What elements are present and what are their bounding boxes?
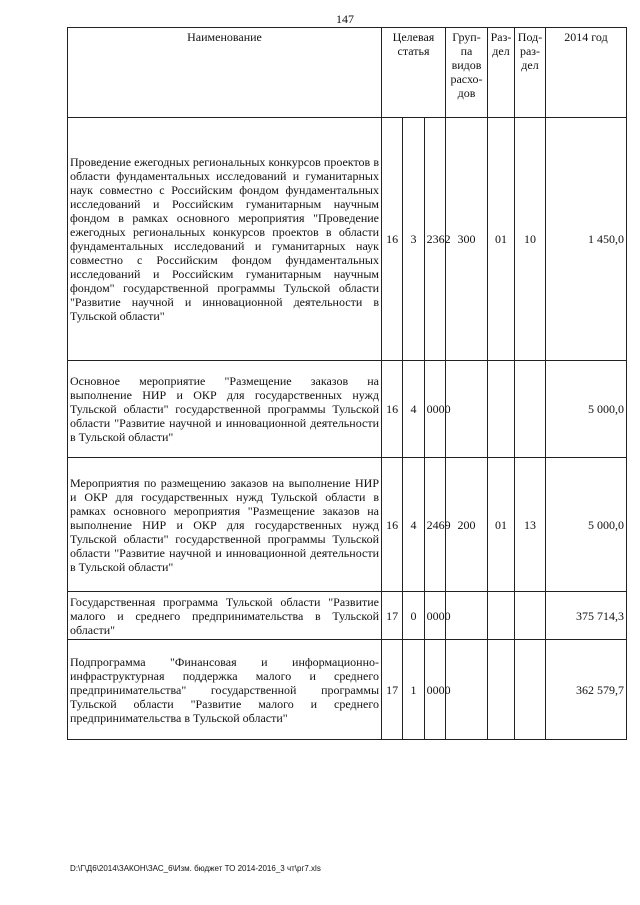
row-code-subprogram: 4 bbox=[403, 458, 424, 592]
row-code-direction: 2362 bbox=[424, 118, 445, 361]
row-section: 01 bbox=[488, 458, 515, 592]
row-code-direction: 0000 bbox=[424, 592, 445, 640]
row-expense-group bbox=[446, 640, 488, 740]
file-path-footer: D:\Г\Д6\2014\ЗАКОН\ЗАС_6\Изм. бюджет ТО 2014-2016_3 чт\рг7.xls bbox=[70, 864, 321, 873]
row-amount: 5 000,0 bbox=[546, 458, 627, 592]
row-name: Государственная программа Тульской области "Развитие малого и среднего предпринимательства в Тульской области" bbox=[68, 592, 382, 640]
header-expense-group: Груп-па видов расхо-дов bbox=[446, 28, 488, 118]
row-code-direction: 0000 bbox=[424, 361, 445, 458]
row-amount: 362 579,7 bbox=[546, 640, 627, 740]
row-code-program: 16 bbox=[382, 458, 403, 592]
row-expense-group: 200 bbox=[446, 458, 488, 592]
row-amount: 5 000,0 bbox=[546, 361, 627, 458]
row-name: Мероприятия по размещению заказов на выполнение НИР и ОКР для государственных нужд Тульской области в рамках основного мероприятия "Размещение заказов на выполнение НИР и ОКР для государственных нужд Тульской области" государственной программы Тульской области "Развитие научной и инновационной деятельности в Тульской области" bbox=[68, 458, 382, 592]
row-amount: 1 450,0 bbox=[546, 118, 627, 361]
row-subsection bbox=[515, 640, 546, 740]
row-expense-group bbox=[446, 592, 488, 640]
header-name: Наименование bbox=[68, 28, 382, 118]
row-section bbox=[488, 640, 515, 740]
row-name: Подпрограмма "Финансовая и информационно-инфраструктурная поддержка малого и среднего предпринимательства" государственной программы Тульской области "Развитие малого и среднего предпринимательства в Тульской области" bbox=[68, 640, 382, 740]
row-subsection bbox=[515, 361, 546, 458]
row-code-subprogram: 4 bbox=[403, 361, 424, 458]
row-code-direction: 0000 bbox=[424, 640, 445, 740]
header-year: 2014 год bbox=[546, 28, 627, 118]
row-code-program: 17 bbox=[382, 640, 403, 740]
row-code-subprogram: 0 bbox=[403, 592, 424, 640]
table-row bbox=[68, 640, 627, 740]
header-section: Раз-дел bbox=[488, 28, 515, 118]
row-subsection bbox=[515, 592, 546, 640]
row-amount: 375 714,3 bbox=[546, 592, 627, 640]
row-section: 01 bbox=[488, 118, 515, 361]
header-target-article: Целевая статья bbox=[382, 28, 446, 118]
row-code-direction: 2469 bbox=[424, 458, 445, 592]
row-section bbox=[488, 361, 515, 458]
row-code-subprogram: 1 bbox=[403, 640, 424, 740]
row-subsection: 13 bbox=[515, 458, 546, 592]
row-code-program: 16 bbox=[382, 361, 403, 458]
row-code-subprogram: 3 bbox=[403, 118, 424, 361]
row-code-program: 16 bbox=[382, 118, 403, 361]
page-number: 147 bbox=[336, 12, 354, 26]
table-header-row bbox=[68, 28, 627, 118]
header-subsection: Под-раз-дел bbox=[515, 28, 546, 118]
budget-table bbox=[67, 27, 627, 740]
table-row bbox=[68, 592, 627, 640]
row-name: Проведение ежегодных региональных конкурсов проектов в области фундаментальных исследований и гуманитарных наук совместно с Российским фондом фундаментальных исследований и Российским гуманитарным научным фондом в рамках основного мероприятия "Проведение ежегодных региональных конкурсов проектов в области фундаментальных исследований и гуманитарных наук совместно с Российским фондом фундаментальных исследований и Российским гуманитарным научным фондом" государственной программы Тульской области "Развитие научной и инновационной деятельности в Тульской области" bbox=[68, 118, 382, 361]
table-row bbox=[68, 458, 627, 592]
row-subsection: 10 bbox=[515, 118, 546, 361]
table-row bbox=[68, 361, 627, 458]
table-row bbox=[68, 118, 627, 361]
row-name: Основное мероприятие "Размещение заказов на выполнение НИР и ОКР для государственных нужд Тульской области" государственной программы Тульской области "Развитие научной и инновационной деятельности в Тульской области" bbox=[68, 361, 382, 458]
row-section bbox=[488, 592, 515, 640]
row-expense-group: 300 bbox=[446, 118, 488, 361]
row-expense-group bbox=[446, 361, 488, 458]
row-code-program: 17 bbox=[382, 592, 403, 640]
